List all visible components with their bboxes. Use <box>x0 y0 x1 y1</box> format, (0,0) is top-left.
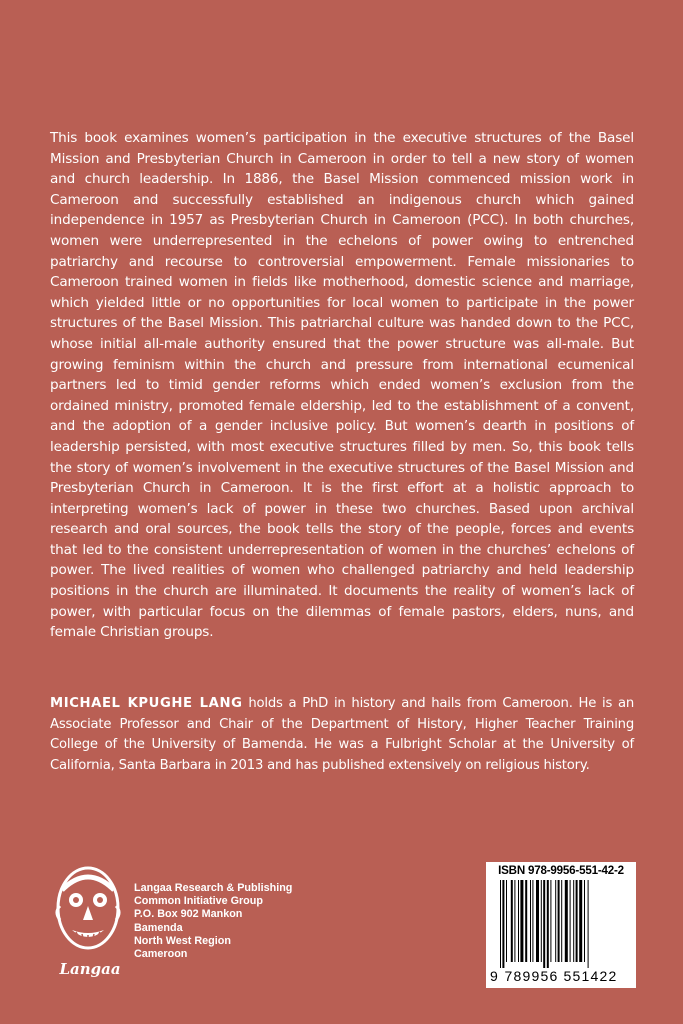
barcode-bar <box>502 880 504 968</box>
barcode-digits <box>486 968 636 984</box>
barcode-bar <box>525 880 527 962</box>
barcode-bar <box>543 880 545 968</box>
author-bio <box>50 694 634 776</box>
barcode-bar <box>576 880 578 962</box>
barcode-bar <box>555 880 556 962</box>
barcode-bar <box>547 880 549 968</box>
barcode-bar <box>558 880 560 962</box>
publisher-block <box>48 860 368 980</box>
address-line: North West Region <box>134 934 231 947</box>
barcode-bars <box>500 880 622 968</box>
barcode-lead-digit: 9 <box>490 968 499 984</box>
address-line: Cameroon <box>134 948 188 961</box>
barcode-bar <box>573 880 574 962</box>
barcode-bar <box>530 880 531 962</box>
barcode-bar <box>565 880 568 962</box>
address-line: P.O. Box 902 Mankon <box>134 908 243 921</box>
barcode-bar <box>514 880 515 962</box>
barcode-bar <box>532 880 533 962</box>
publisher-logo-word: Langaa <box>59 960 121 978</box>
barcode-bar <box>570 880 571 962</box>
barcode-bar <box>541 880 542 962</box>
barcode-bar <box>561 880 562 962</box>
barcode-bar <box>500 880 501 968</box>
barcode-bar <box>518 880 519 962</box>
barcode-number: 789956 551422 <box>504 968 618 984</box>
book-description: This book examines women’s participation in the executive structures of the Basel Mission and Presbyterian Church in Cameroon in order to tell a new story of women and church leadership. In 1886, the Basel Mission commenced mission work in Cameroon and successfully established an indigenous church which gained independence in 1957 as Presbyterian Church in Cameroon (PCC). In both churches, women were underrepresented in the echelons of power owing to entrenched patriarchy and recourse to controversial empowerment. Female missionaries to Cameroon trained women in fields like motherhood, domestic science and marriage, which yielded little or no opportunities for local women to participate in the power structures of the Basel Mission. This patriarchal culture was handed down to the PCC, whose initial all-male authority ensured that the power structure was all-male. But growing feminism within the church and pressure from international ecumenical partners led to timid gender reforms which ended women’s exclusion from the ordained ministry, promoted female eldership, led to the establishment of a convent, and the adoption of a gender inclusive policy. But women’s dearth in positions of leadership persisted, with most executive structures filled by men. So, this book tells the story of women’s involvement in the executive structures of the Basel Mission and Presbyterian Church in Cameroon. It is the first effort at a holistic approach to interpreting women’s lack of power in these two churches. Based upon archival research and oral sources, the book tells the story of the people, forces and events that led to the consistent underrepresentation of women in the churches’ echelons of power. The lived realities of women who challenged patriarchy and held leadership positions in the church are illuminated. It documents the reality of women’s lack of power, with particular focus on the dilemmas of female pastors, elders, nuns, and female Christian groups. <box>50 130 634 641</box>
mask-face-icon <box>48 860 128 964</box>
address-line: Langaa Research & Publishing <box>134 882 293 894</box>
address-line: Bamenda <box>134 921 183 934</box>
author-bio-text: holds a PhD in history and hails from Cameroon. He is an Associate Professor and Chair of the Department of History, Higher Teacher Training College of the University of Bamenda. He was a Fulbright Scholar at the University of California, Santa Barbara in 2013 and has published extensively on religious history. <box>50 696 634 773</box>
barcode-bar <box>588 880 589 968</box>
barcode-bar <box>536 880 539 962</box>
barcode-bar <box>579 880 582 962</box>
barcode-bar <box>511 880 513 962</box>
isbn-barcode <box>486 862 636 988</box>
barcode-bar <box>584 880 585 962</box>
barcode-bar <box>520 880 523 962</box>
isbn-label: ISBN 978-9956-551-42-2 <box>498 864 624 877</box>
address-line: Common Initiative Group <box>134 895 263 908</box>
barcode-bar <box>506 880 507 962</box>
publisher-logo <box>48 860 128 980</box>
barcode-bar <box>550 880 551 962</box>
author-name: MICHAEL KPUGHE LANG <box>50 696 243 711</box>
publisher-address <box>134 882 292 961</box>
